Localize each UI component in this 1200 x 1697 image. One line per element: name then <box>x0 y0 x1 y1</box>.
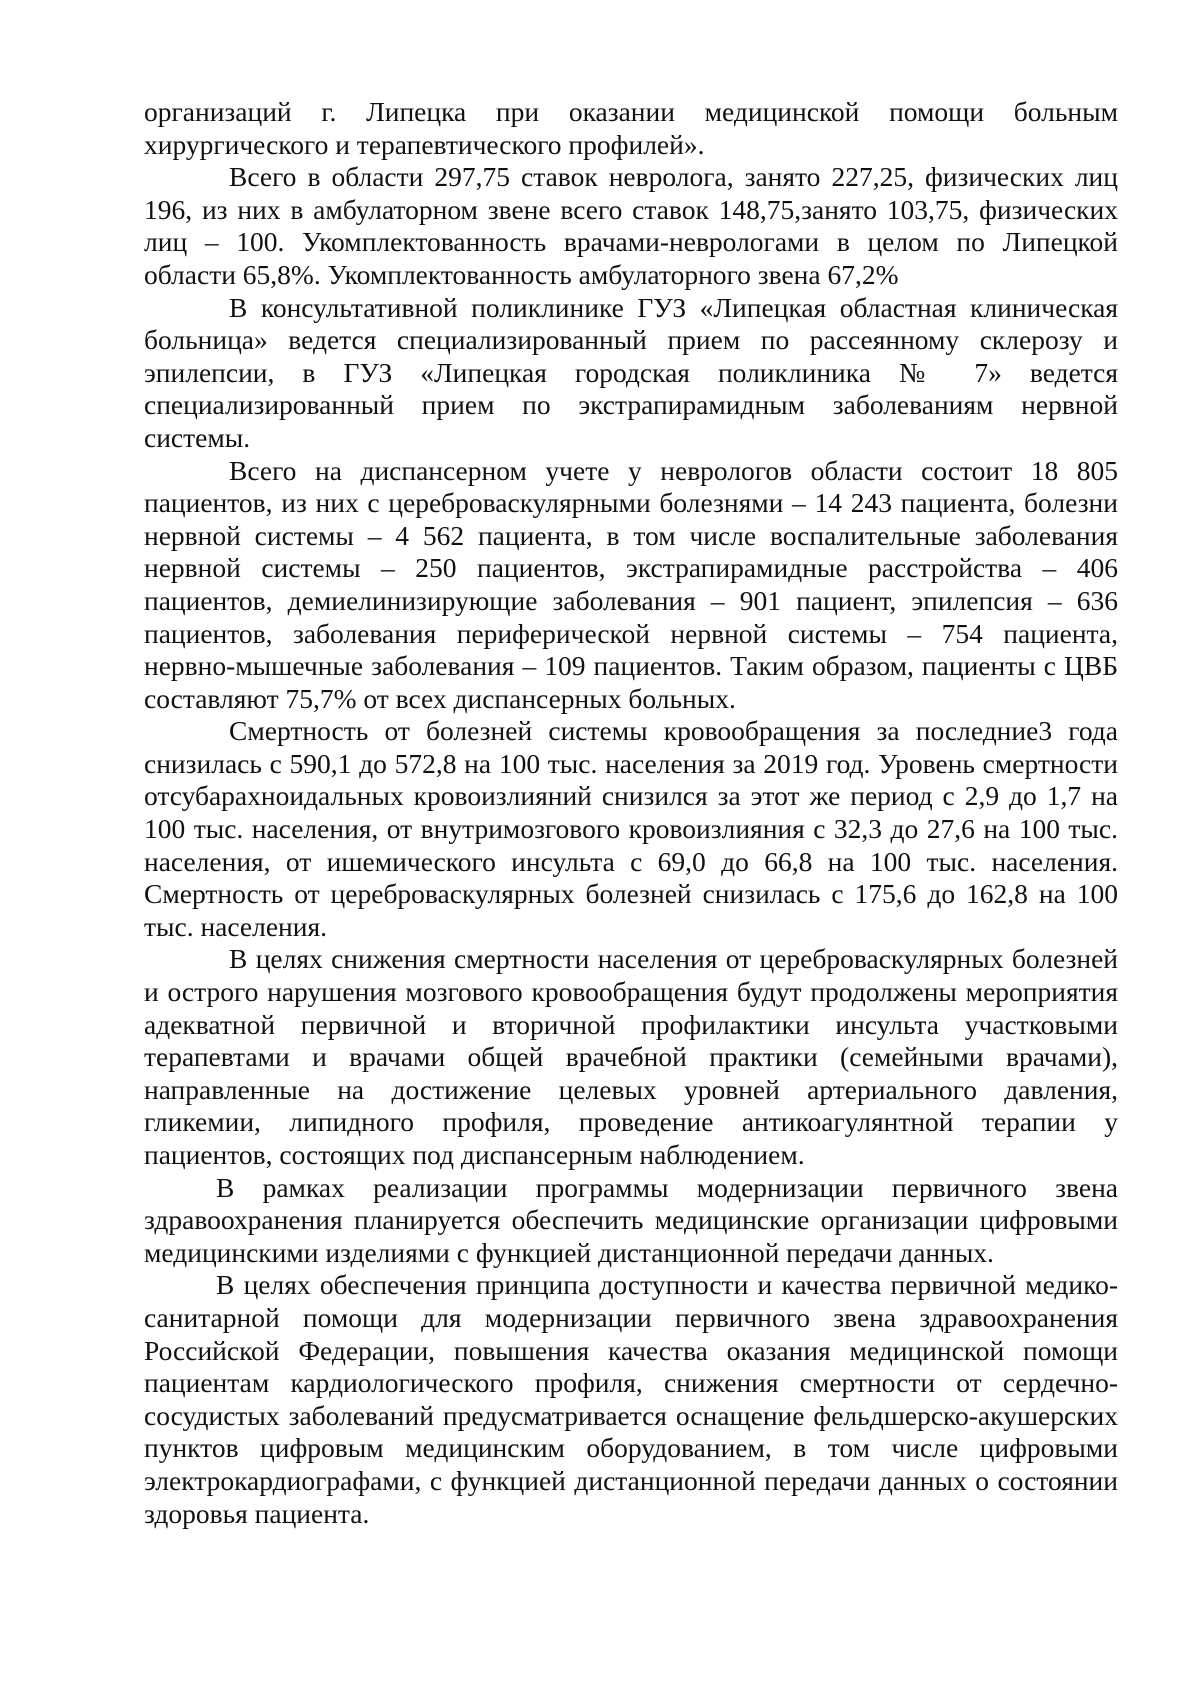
paragraph-primary-care-equipment: В целях обеспечения принципа доступности и качества первичной медико-санитарной помощи для модернизации первичного звена здравоохранения Российской Федерации, повышения качества оказания медицинской помощи пациентам кардиологического профиля, снижения смертности от сердечно-сосудистых заболеваний предусматривается оснащение фельдшерско-акушерских пунктов цифровым медицинским оборудованием, в том числе цифровыми электрокардиографами, с функцией дистанционной передачи данных о состоянии здоровья пациента. <box>144 1269 1118 1529</box>
paragraph-prevention-measures: В целях снижения смертности населения от цереброваскулярных болезней и острого нарушения мозгового кровообращения будут продолжены мероприятия адекватной первичной и вторичной профилактики инсульта участковыми терапевтами и врачами общей врачебной практики (семейными врачами), направленные на достижение целевых уровней артериального давления, гликемии, липидного профиля, проведение антикоагулянтной терапии у пациентов, состоящих под диспансерным наблюдением. <box>144 943 1118 1170</box>
document-body <box>144 96 1118 1530</box>
paragraph-specialized-reception: В консультативной поликлинике ГУЗ «Липецкая областная клиническая больница» ведется специализированный прием по рассеянному склерозу и эпилепсии, в ГУЗ «Липецкая городская поликлиника № 7» ведется специализированный прием по экстрапирамидным заболеваниям нервной системы. <box>144 291 1118 453</box>
paragraph-mortality: Смертность от болезней системы кровообращения за последние3 года снизилась с 590,1 до 572,8 на 100 тыс. населения за 2019 год. Уровень смертности отсубарахноидальных кровоизлияний снизился за этот же период с 2,9 до 1,7 на 100 тыс. населения, от внутримозгового кровоизлияния с 32,3 до 27,6 на 100 тыс. населения, от ишемического инсульта с 69,0 до 66,8 на 100 тыс. населения. Смертность от цереброваскулярных болезней снизилась с 175,6 до 162,8 на 100 тыс. населения. <box>144 715 1118 942</box>
paragraph-continuation: организаций г. Липецка при оказании медицинской помощи больным хирургического и терапевтического профилей». <box>144 96 1118 160</box>
paragraph-staffing: Всего в области 297,75 ставок невролога, занято 227,25, физических лиц 196, из них в амбулаторном звене всего ставок 148,75,занято 103,75, физических лиц – 100. Укомплектованность врачами-неврологами в целом по Липецкой области 65,8%. Укомплектованность амбулаторного звена 67,2% <box>144 161 1118 290</box>
paragraph-dispensary-registry: Всего на диспансерном учете у неврологов области состоит 18 805 пациентов, из них с цереброваскулярными болезнями – 14 243 пациента, болезни нервной системы – 4 562 пациента, в том числе воспалительные заболевания нервной системы – 250 пациентов, экстрапирамидные расстройства – 406 пациентов, демиелинизирующие заболевания – 901 пациент, эпилепсия – 636 пациентов, заболевания периферической нервной системы – 754 пациента, нервно-мышечные заболевания – 109 пациентов. Таким образом, пациенты с ЦВБ составляют 75,7% от всех диспансерных больных. <box>144 454 1118 714</box>
paragraph-modernization-program: В рамках реализации программы модернизации первичного звена здравоохранения планируется обеспечить медицинские организации цифровыми медицинскими изделиями с функцией дистанционной передачи данных. <box>144 1171 1118 1268</box>
